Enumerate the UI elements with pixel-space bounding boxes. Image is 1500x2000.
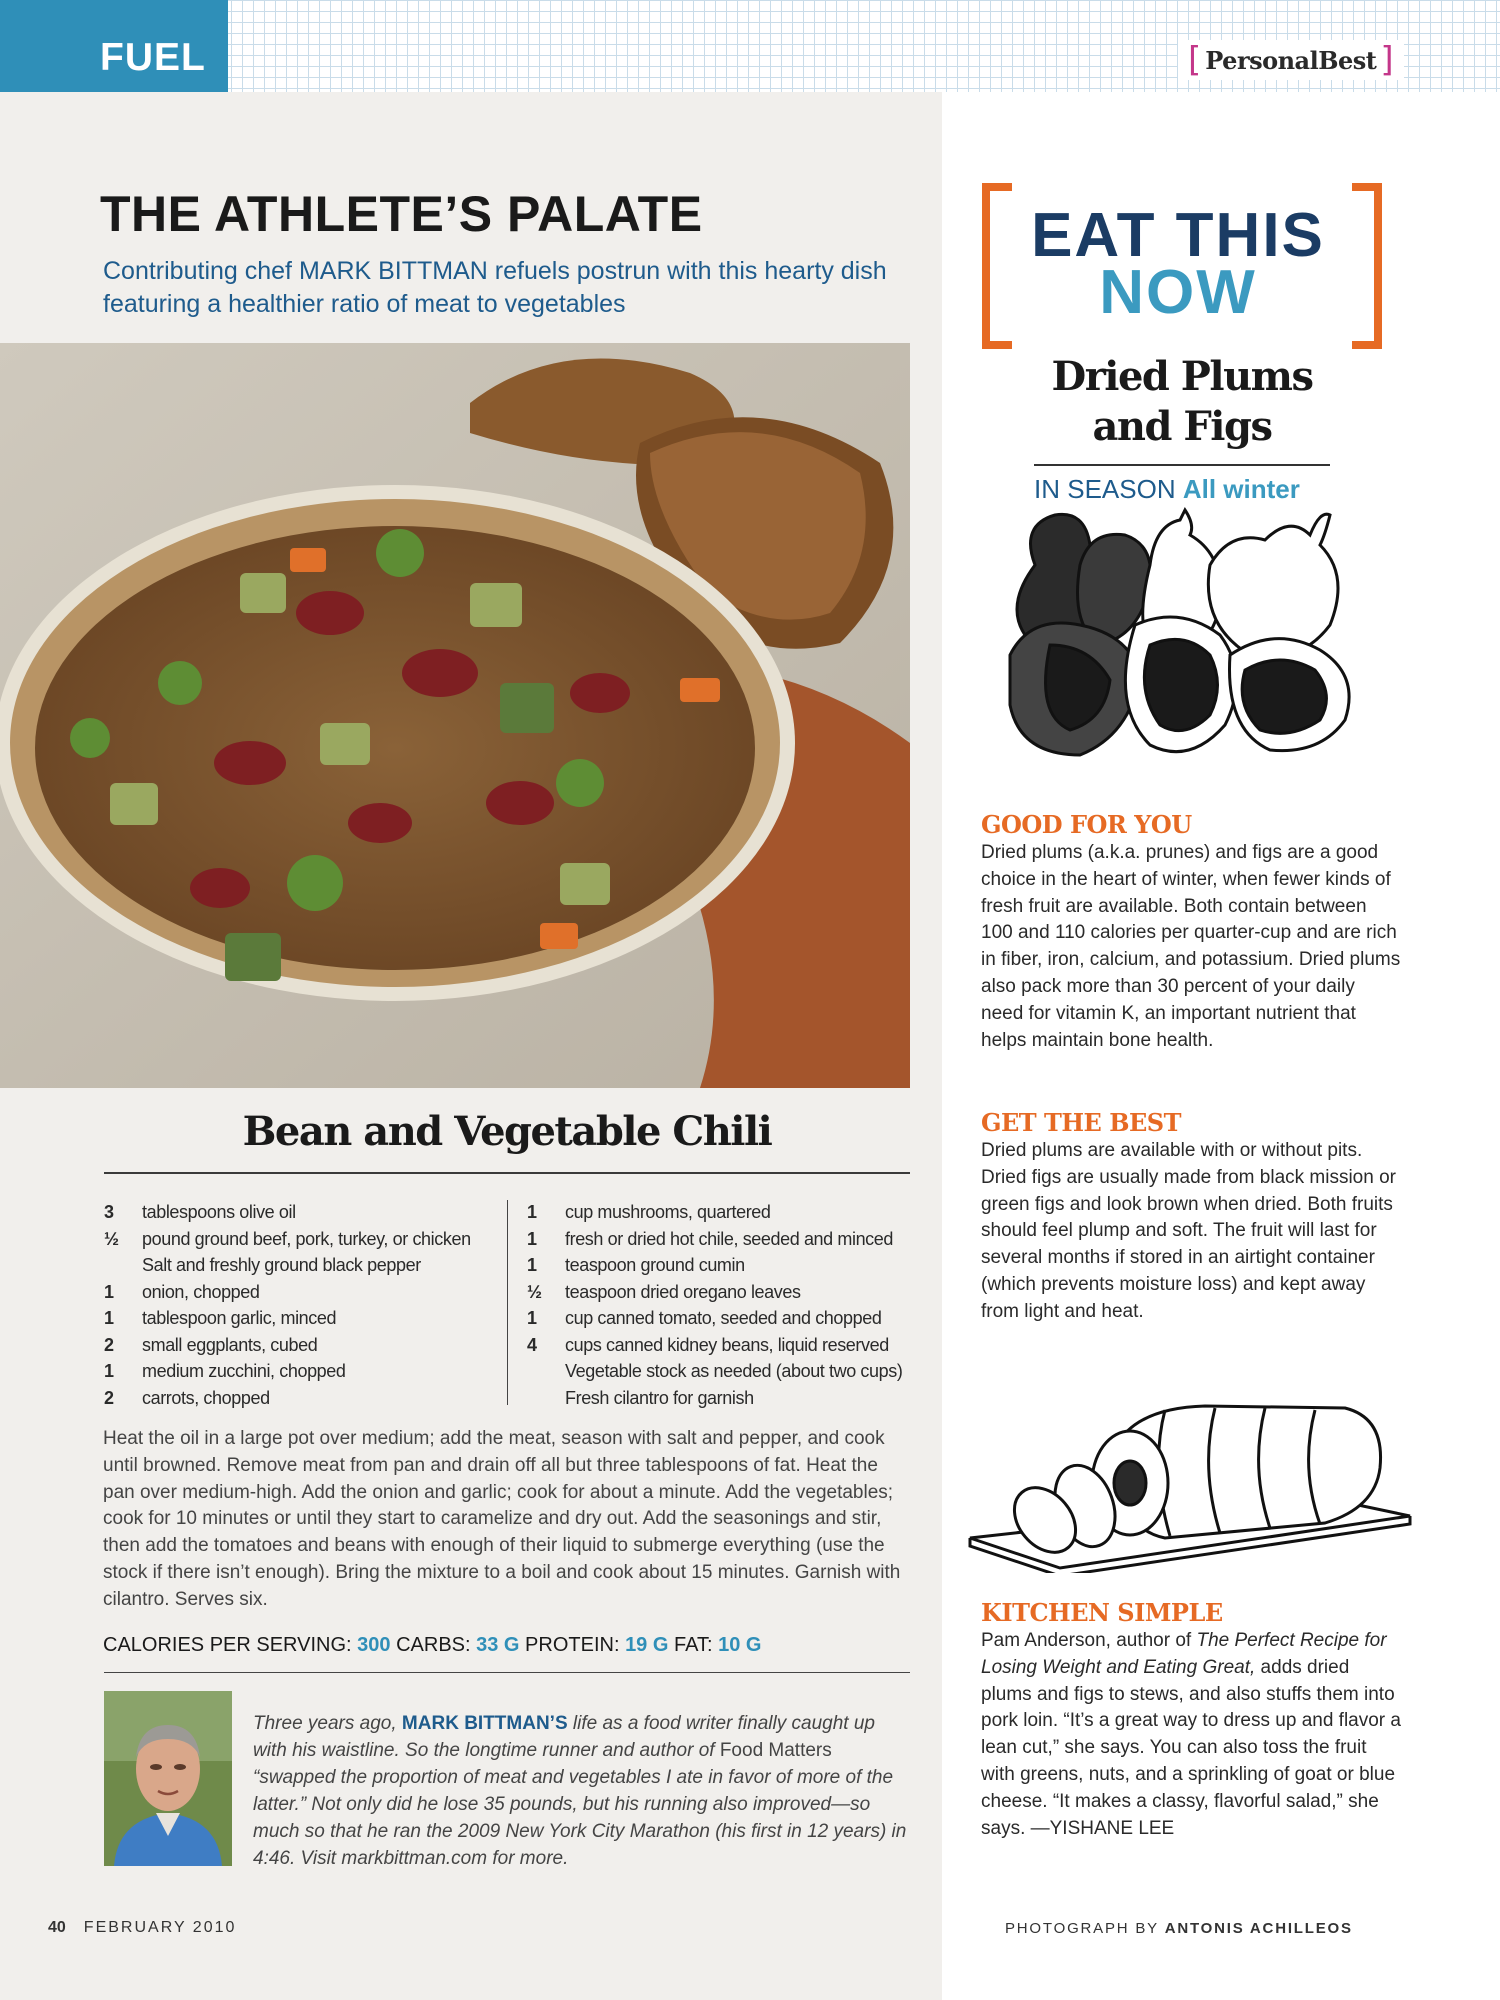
carbs-label: CARBS: — [396, 1634, 471, 1656]
protein-value: 19 G — [625, 1634, 669, 1656]
calories-label: CALORIES PER SERVING: — [103, 1634, 352, 1656]
kitchen-simple-body — [981, 1628, 1401, 1842]
season-label: IN SEASON — [1034, 474, 1176, 504]
sidebar-title — [982, 352, 1382, 452]
ingredient-desc: onion, chopped — [142, 1281, 260, 1302]
article-subtitle: Contributing chef MARK BITTMAN refuels postrun with this hearty dish featuring a healthier ratio of meat to vegetables — [103, 257, 887, 318]
sidebar-rule — [1034, 464, 1330, 466]
ingredient-item — [104, 1252, 499, 1279]
ingredient-qty: 2 — [104, 1334, 114, 1355]
ingredient-desc: pound ground beef, pork, turkey, or chicken — [142, 1228, 471, 1249]
ingredient-desc: fresh or dried hot chile, seeded and minced — [565, 1228, 894, 1249]
ingredient-desc: cup canned tomato, seeded and chopped — [565, 1308, 882, 1328]
brand-bracket-right: ] — [1380, 40, 1394, 80]
section-tab — [0, 0, 228, 92]
now-heading: NOW — [1099, 258, 1257, 327]
pork-loin-illustration — [965, 1388, 1425, 1573]
ingredient-item — [104, 1332, 499, 1359]
ingredient-qty: ½ — [104, 1228, 119, 1249]
ingredient-desc: Fresh cilantro for garnish — [565, 1387, 754, 1408]
ingredient-qty: 3 — [104, 1202, 114, 1222]
ingredient-desc: teaspoon ground cumin — [565, 1255, 745, 1275]
fat-value: 10 G — [718, 1634, 762, 1656]
photo-credit — [1005, 1920, 1353, 1937]
ingredient-item — [104, 1199, 499, 1226]
page-number: 40 — [48, 1919, 66, 1936]
ingredient-desc: small eggplants, cubed — [142, 1334, 318, 1355]
bio-text-1: Three years ago, — [253, 1713, 402, 1734]
ingredient-desc: carrots, chopped — [142, 1387, 270, 1408]
ingredient-item — [104, 1305, 499, 1332]
ingredient-desc: cup mushrooms, quartered — [565, 1202, 771, 1222]
ingredients-divider — [507, 1200, 508, 1405]
bio-text-2: life as a food writer finally caught up with his waistline. So the longtime runner and author of — [253, 1713, 875, 1761]
kitchen-book-title: The Perfect Recipe for Losing Weight and Eating Great, — [981, 1630, 1387, 1678]
kitchen-text-2: adds dried plums and figs to stews, and also stuffs them into pork loin. “It’s a great way to dress up and flavor a lean cut,” she says. You can also toss the fruit with greens, nuts, and a sprinkling of goat or blue cheese. “It makes a classy, flavorful salad,” she says. —YISHANE LEE — [981, 1656, 1401, 1839]
section-label: FUEL — [100, 36, 206, 79]
ingredient-desc: Vegetable stock as needed (about two cups) — [565, 1361, 903, 1381]
ingredient-item — [104, 1385, 499, 1412]
folio — [48, 1919, 236, 1937]
recipe-method: Heat the oil in a large pot over medium; add the meat, season with salt and pepper, and cook until browned. Remove meat from pan and drain off all but three tablespoons of fat. Heat the pan over medium-high. Add the onion and garlic; cook for about a minute. Add the vegetables; cook for 10 minutes or until they start to caramelize and dry out. Add the seasonings and stir, then add the tomatoes and beans with enough of their liquid to submerge everything (use the stock if there isn’t enough). Bring the mixture to a boil and cook about 15 minutes. Garnish with cilantro. Serves six. — [103, 1428, 901, 1610]
recipe-title: Bean and Vegetable Chili — [242, 1108, 772, 1155]
get-the-best-body: Dried plums are available with or without pits. Dried figs are usually made from black mission or green figs and look brown when dried. Both fruits should feel plump and soft. The fruit will last for several months if stored in an airtight container (which prevents moisture loss) and kept away from light and heat. — [981, 1140, 1396, 1322]
season-line — [1034, 474, 1300, 505]
ingredient-item — [527, 1358, 927, 1385]
protein-label: PROTEIN: — [525, 1634, 620, 1656]
ingredient-item — [527, 1305, 927, 1332]
season-value: All winter — [1182, 474, 1300, 504]
photo-credit-name: ANTONIS ACHILLEOS — [1164, 1920, 1353, 1937]
author-bio — [253, 1710, 913, 1872]
ingredient-item — [527, 1199, 927, 1226]
ingredient-desc: medium zucchini, chopped — [142, 1361, 346, 1381]
kitchen-text-1: Pam Anderson, author of — [981, 1630, 1197, 1651]
ingredient-desc: tablespoons olive oil — [142, 1202, 296, 1222]
photo-credit-label: PHOTOGRAPH BY — [1005, 1920, 1159, 1937]
ingredient-qty: 1 — [527, 1202, 537, 1222]
ingredient-qty: 1 — [104, 1361, 114, 1381]
fat-label: FAT: — [673, 1634, 713, 1656]
ingredient-item — [527, 1385, 927, 1412]
brand-bracket-left: [ — [1188, 40, 1202, 80]
ingredient-desc: tablespoon garlic, minced — [142, 1308, 337, 1328]
ingredient-desc: cups canned kidney beans, liquid reserved — [565, 1334, 889, 1355]
ingredient-qty: ½ — [527, 1281, 542, 1302]
chili-photo — [0, 343, 910, 1088]
eat-bracket-right — [1352, 183, 1382, 349]
ingredient-desc: teaspoon dried oregano leaves — [565, 1281, 801, 1302]
author-photo — [104, 1691, 232, 1866]
ingredients-left — [104, 1199, 499, 1411]
brand-name: PersonalBest — [1205, 45, 1377, 75]
ingredient-item — [104, 1226, 499, 1253]
good-for-you-body: Dried plums (a.k.a. prunes) and figs are a good choice in the heart of winter, when fewer kinds of fresh fruit are available. Both contain between 100 and 110 calories per quarter-cup and are rich in fiber, iron, calcium, and potassium. Dried plums also pack more than 30 percent of your daily need for vitamin K, an important nutrient that helps maintain bone health. — [981, 842, 1401, 1051]
bio-author-name: MARK BITTMAN’S — [401, 1713, 568, 1734]
ingredient-qty: 1 — [527, 1228, 537, 1249]
ingredient-qty: 1 — [527, 1255, 537, 1275]
sidebar-title-line-2: and Figs — [1092, 403, 1272, 450]
article-title: THE ATHLETE’S PALATE — [100, 186, 703, 242]
ingredient-qty: 4 — [527, 1334, 537, 1355]
ingredient-item — [527, 1279, 927, 1306]
figs-illustration — [990, 505, 1390, 805]
good-for-you-heading: GOOD FOR YOU — [981, 810, 1192, 839]
sidebar-title-line-1: Dried Plums — [1051, 353, 1313, 400]
ingredient-item — [527, 1226, 927, 1253]
ingredient-item — [527, 1332, 927, 1359]
bio-rule — [104, 1672, 910, 1673]
ingredient-item — [527, 1252, 927, 1279]
bio-text-3: “swapped the proportion of meat and vegetables I ate in favor of more of the latter.” Not only did he lose 35 pounds, but his running also improved—so much so that he ran the 2009 New York City Marathon (his first in 12 years) in 4:46. Visit markbittman.com for more. — [253, 1767, 907, 1869]
ingredient-qty: 2 — [104, 1387, 114, 1408]
bio-book-title: Food Matters — [719, 1740, 832, 1761]
ingredient-item — [104, 1358, 499, 1385]
get-the-best-heading: GET THE BEST — [981, 1108, 1181, 1137]
kitchen-simple-heading: KITCHEN SIMPLE — [981, 1598, 1223, 1627]
ingredient-desc: Salt and freshly ground black pepper — [142, 1255, 421, 1275]
issue-date: FEBRUARY 2010 — [83, 1919, 237, 1936]
ingredient-qty: 1 — [104, 1281, 114, 1302]
ingredient-qty: 1 — [104, 1308, 114, 1328]
carbs-value: 33 G — [476, 1634, 520, 1656]
ingredients-right — [527, 1199, 927, 1411]
recipe-rule — [104, 1172, 910, 1174]
ingredient-qty: 1 — [527, 1308, 537, 1328]
ingredient-item — [104, 1279, 499, 1306]
calories-value: 300 — [357, 1634, 391, 1656]
nutrition-line — [103, 1634, 761, 1657]
eat-this-heading: EAT THIS — [1031, 201, 1325, 270]
brand-logo — [1178, 40, 1404, 80]
